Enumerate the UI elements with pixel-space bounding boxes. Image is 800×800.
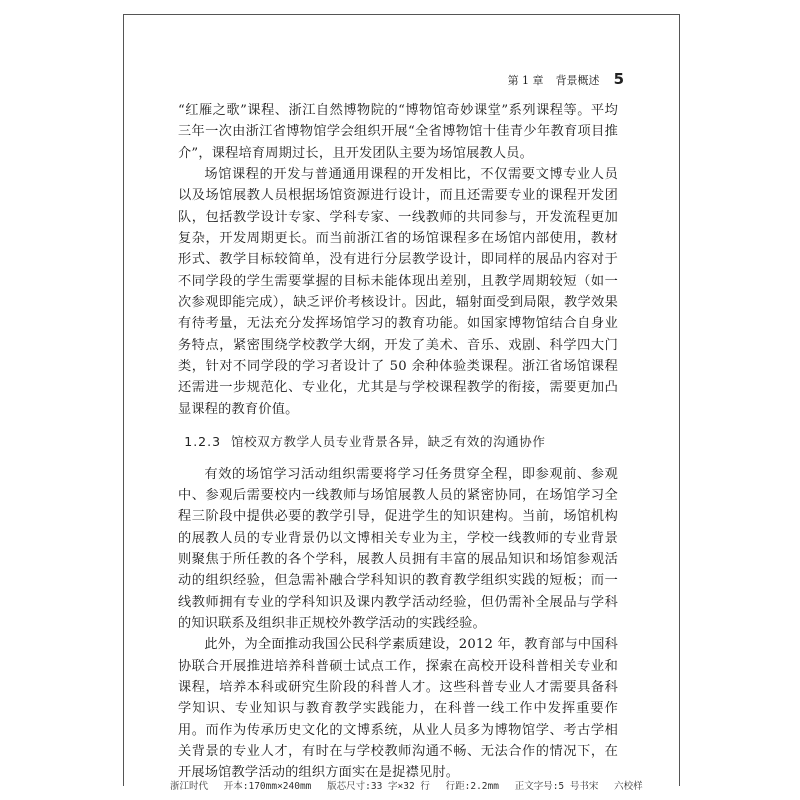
section-number: 1.2.3 <box>184 434 222 450</box>
paragraph-continuation: “红雁之歌”课程、浙江自然博物院的“博物馆奇妙课堂”系列课程等。平均三年一次由浙江省博物馆学会组织开展“全省博物馆十佳青少年教育项目推介”，课程培育周期过长，且开发团队主要为场馆展教人员。 <box>178 103 618 161</box>
crop-mark-bottom-left <box>123 772 124 786</box>
imprint-proof: 六校样 <box>614 781 643 792</box>
chapter-title: 背景概述 <box>555 74 600 87</box>
section-heading <box>178 431 618 452</box>
imprint-format: 开本:170mm×240mm <box>223 781 312 792</box>
imprint-line-spacing: 行距:2.2mm <box>445 781 499 792</box>
paragraph: 此外，为全面推动我国公民科学素质建设，2012 年，教育部与中国科协联合开展推进培养科普硕士试点工作，探索在高校开设科普相关专业和课程，培养本科或研究生阶段的科普人才。这些科普专业人才需要具备科学知识、专业知识与教育教学实践能力，在科普一线工作中发挥重要作用。而作为传承历史文化的文博系统，从业人员多为博物馆学、考古学相关背景的专业人才，有时在与学校教师沟通不畅、无法合作的情况下，在开展场馆教学活动的组织方面实在是捉襟见肘。 <box>178 637 618 781</box>
page-number: 5 <box>613 70 624 88</box>
chapter-label: 第 1 章 <box>507 74 544 87</box>
imprint-line <box>170 778 643 792</box>
crop-mark-bottom-right <box>679 772 680 786</box>
body-text <box>178 100 618 784</box>
paragraph: 场馆课程的开发与普通通用课程的开发相比，不仅需要文博专业人员以及场馆展教人员根据场馆资源进行设计，而且还需要专业的课程开发团队，包括教学设计专家、学科专家、一线教师的共同参与，开发流程更加复杂，开发周期更长。而当前浙江省的场馆课程多在场馆内部使用，教材形式、教学目标较简单，没有进行分层教学设计，即同样的展品内容对于不同学段的学生需要掌握的目标未能体现出差别，且教学周期较短（如一次参观即能完成），缺乏评价考核设计。因此，辐射面受到局限，教学效果有待考量，无法充分发挥场馆学习的教育功能。如国家博物馆结合自身业务特点，紧密围绕学校教学大纲，开发了美术、音乐、戏剧、科学四大门类，针对不同学段的学习者设计了 50 余种体验类课程。浙江省场馆课程还需进一步规范化、专业化，尤其是与学校课程教学的衔接，需要更加凸显课程的教育价值。 <box>178 167 618 417</box>
imprint-publisher: 浙江时代 <box>170 781 209 792</box>
imprint-body-font: 正文字号:5 号书宋 <box>514 781 599 792</box>
running-header <box>508 70 624 88</box>
section-title: 馆校双方教学人员专业背景各异，缺乏有效的沟通协作 <box>231 434 546 450</box>
imprint-core-size: 版芯尺寸:33 字×32 行 <box>327 781 430 792</box>
paragraph: 有效的场馆学习活动组织需要将学习任务贯穿全程，即参观前、参观中、参观后需要校内一线教师与场馆展教人员的紧密协同，在场馆学习全程三阶段中提供必要的教学引导，促进学生的知识建构。当前，场馆机构的展教人员的专业背景仍以文博相关专业为主，学校一线教师的专业背景则聚焦于所任教的各个学科，展教人员拥有丰富的展品知识和场馆参观活动的组织经验，但急需补融合学科知识的教育教学组织实践的短板；而一线教师拥有专业的学科知识及课内教学活动经验，但仍需补全展品与学科的知识联系及组织非正规校外教学活动的实践经验。 <box>178 466 618 631</box>
